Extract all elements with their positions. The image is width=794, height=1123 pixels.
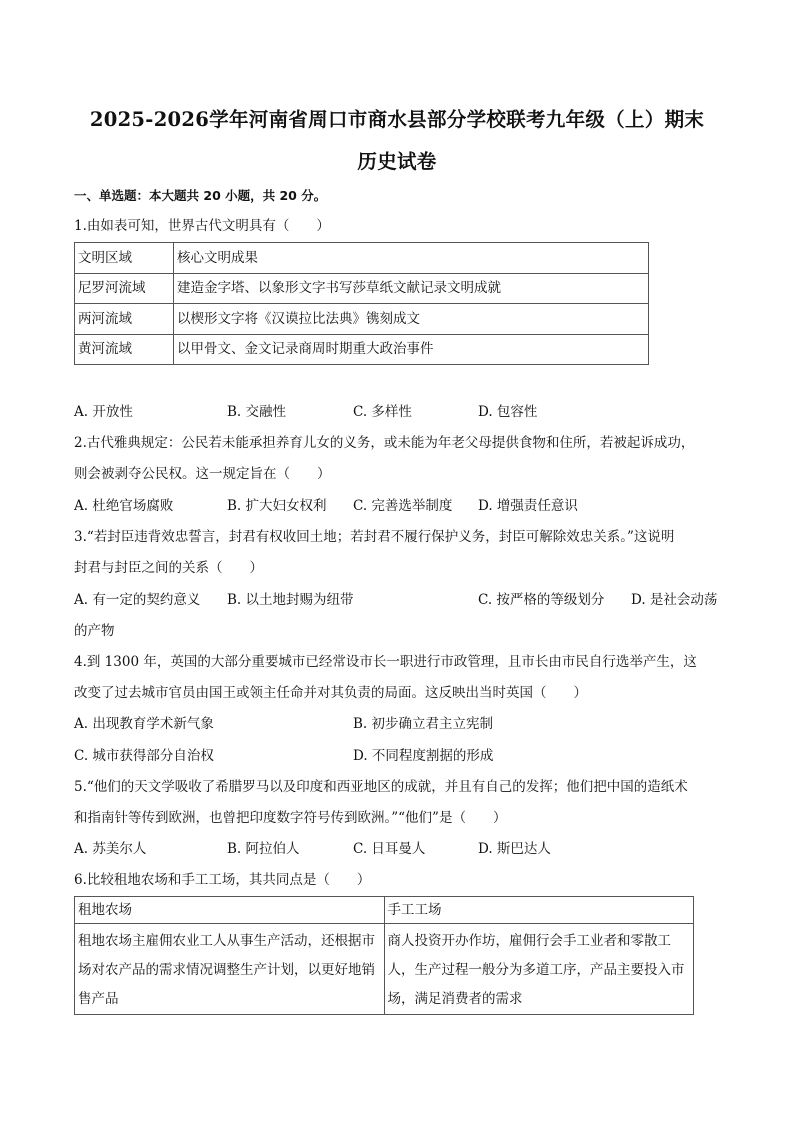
q3-option-d[interactable]: D. 是社会动荡	[631, 592, 718, 608]
q4-stem-line2: 改变了过去城市官员由国王或领主任命并对其负责的局面。这反映出当时英国（ ）	[74, 685, 587, 701]
q3-option-c[interactable]: C. 按严格的等级划分	[478, 592, 605, 608]
exam-title-line2: 历史试卷	[357, 150, 437, 173]
q5-option-b[interactable]: B. 阿拉伯人	[227, 841, 300, 857]
q2-option-c[interactable]: C. 完善选举制度	[353, 498, 453, 514]
table-cell: 黄河流域	[75, 334, 174, 365]
table-header-row	[75, 243, 649, 274]
q2-option-d[interactable]: D. 增强责任意识	[478, 498, 578, 514]
section-heading	[74, 186, 326, 204]
table-cell: 尼罗河流域	[75, 273, 174, 304]
exam-title-line1: 2025-2026学年河南省周口市商水县部分学校联考九年级（上）期末	[89, 108, 705, 131]
q5-option-a[interactable]: A. 苏美尔人	[74, 841, 147, 857]
q1-option-a[interactable]: A. 开放性	[74, 404, 133, 420]
table-cell: 建造金字塔、以象形文字书写莎草纸文献记录文明成就	[174, 273, 649, 304]
table-cell: 文明区域	[75, 243, 174, 274]
q4-option-a[interactable]: A. 出现教育学术新气象	[74, 716, 214, 732]
q5-option-d[interactable]: D. 斯巴达人	[478, 841, 551, 857]
q1-option-d[interactable]: D. 包容性	[478, 404, 538, 420]
q1-table	[74, 242, 649, 365]
q5-stem-line2: 和指南针等传到欧洲，也曾把印度数字符号传到欧洲。”“他们”是（ ）	[74, 810, 507, 826]
q1-option-b[interactable]: B. 交融性	[227, 404, 287, 420]
table-row	[75, 924, 694, 1015]
q3-option-b[interactable]: B. 以土地封赐为纽带	[227, 592, 354, 608]
q1-stem: 1.由如表可知，世界古代文明具有（ ）	[74, 218, 330, 234]
q4-option-c[interactable]: C. 城市获得部分自治权	[74, 748, 214, 764]
q4-stem-line1: 4.到 1300 年，英国的大部分重要城市已经常设市长一职进行市政管理，且市长由市民自行选举产生，这	[74, 654, 697, 670]
q3-option-d-continued: 的产物	[74, 623, 115, 639]
q5-stem-line1: 5.“他们的天文学吸收了希腊罗马以及印度和西亚地区的成就，并且有自己的发挥；他们把中国的造纸术	[74, 779, 688, 795]
section-heading-prefix: 一、单选题：	[74, 188, 150, 203]
q5-option-c[interactable]: C. 日耳曼人	[353, 841, 426, 857]
q4-option-b[interactable]: B. 初步确立君主立宪制	[353, 716, 494, 732]
q3-stem-line2: 封君与封臣之间的关系（ ）	[74, 560, 263, 576]
table-cell: 租地农场	[75, 897, 385, 924]
table-cell: 以楔形文字将《汉谟拉比法典》镌刻成文	[174, 304, 649, 335]
q6-table	[74, 896, 694, 1015]
table-cell: 商人投资开办作坊，雇佣行会手工业者和零散工人，生产过程一般分为多道工序，产品主要投入市场，满足消费者的需求	[384, 924, 694, 1015]
q2-option-b[interactable]: B. 扩大妇女权利	[227, 498, 327, 514]
q4-option-d[interactable]: D. 不同程度割据的形成	[353, 748, 494, 764]
table-row	[75, 304, 649, 335]
q3-option-a[interactable]: A. 有一定的契约意义	[74, 592, 201, 608]
q2-stem-line1: 2.古代雅典规定：公民若未能承担养育儿女的义务，或未能为年老父母提供食物和住所，若被起诉成功，	[74, 435, 695, 451]
q2-option-a[interactable]: A. 杜绝官场腐败	[74, 498, 174, 514]
table-cell: 以甲骨文、金文记录商周时期重大政治事件	[174, 334, 649, 365]
table-header-row	[75, 897, 694, 924]
section-heading-rest: 本大题共 20 小题，共 20 分。	[149, 188, 327, 203]
table-cell: 手工工场	[384, 897, 694, 924]
q3-stem-line1: 3.“若封臣违背效忠誓言，封君有权收回土地；若封君不履行保护义务，封臣可解除效忠关系。”这说明	[74, 529, 675, 545]
table-cell: 核心文明成果	[174, 243, 649, 274]
table-row	[75, 334, 649, 365]
table-cell: 租地农场主雇佣农业工人从事生产活动，还根据市场对农产品的需求情况调整生产计划，以更好地销售产品	[75, 924, 385, 1015]
table-cell: 两河流域	[75, 304, 174, 335]
q1-option-c[interactable]: C. 多样性	[353, 404, 412, 420]
table-row	[75, 273, 649, 304]
q2-stem-line2: 则会被剥夺公民权。这一规定旨在（ ）	[74, 466, 331, 482]
q6-stem: 6.比较租地农场和手工工场，其共同点是（ ）	[74, 872, 371, 888]
